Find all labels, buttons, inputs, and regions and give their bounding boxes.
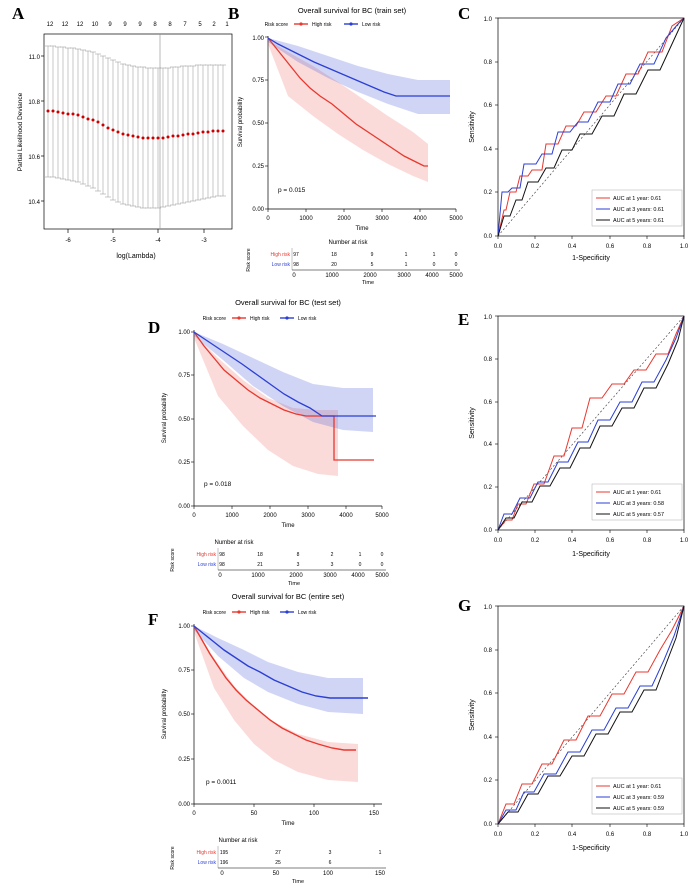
panel-b-legend-title: Risk score [264, 22, 288, 28]
svg-text:0.8: 0.8 [642, 244, 652, 250]
svg-text:12: 12 [61, 22, 69, 28]
panel-d-plot [148, 298, 398, 588]
svg-text:0.50: 0.50 [252, 121, 264, 127]
panel-a-top-axis [47, 22, 230, 28]
svg-text:10: 10 [91, 22, 99, 28]
svg-text:0.75: 0.75 [252, 78, 264, 84]
panel-d [148, 298, 398, 598]
svg-text:3000: 3000 [301, 513, 315, 519]
panel-g-legend [592, 778, 682, 814]
svg-text:50: 50 [250, 811, 258, 817]
svg-text:0.75: 0.75 [178, 668, 190, 674]
panel-e-plot [458, 298, 696, 584]
svg-text:1000: 1000 [299, 216, 313, 222]
panel-f-legend-title: Risk score [202, 610, 226, 616]
svg-text:3: 3 [328, 850, 332, 856]
svg-text:2: 2 [330, 552, 334, 558]
svg-text:0.4: 0.4 [567, 832, 577, 838]
svg-text:1: 1 [358, 552, 362, 558]
svg-text:6: 6 [328, 860, 332, 866]
svg-text:10.6: 10.6 [28, 155, 40, 161]
svg-text:4000: 4000 [351, 573, 365, 579]
panel-a-xticks [65, 238, 207, 244]
svg-text:0.2: 0.2 [530, 244, 540, 250]
svg-text:0.2: 0.2 [530, 832, 540, 838]
panel-b-risk-xticks [292, 273, 463, 279]
panel-d-legend-title: Risk score [202, 316, 226, 322]
panel-e-ylabel: Sensitivity [469, 407, 476, 439]
svg-text:0.8: 0.8 [483, 357, 492, 363]
svg-text:0.25: 0.25 [178, 757, 190, 763]
svg-text:1: 1 [404, 262, 408, 268]
svg-text:98: 98 [293, 262, 299, 268]
svg-text:18: 18 [331, 252, 337, 258]
panel-b-risk-values [293, 252, 457, 268]
panel-c-ylabel: Sensitivity [469, 111, 476, 143]
panel-b-risk-rowlabel: Risk score [246, 248, 252, 272]
panel-a-label: A [12, 4, 25, 23]
svg-text:50: 50 [272, 871, 280, 877]
svg-text:0: 0 [454, 262, 458, 268]
panel-f-xticks [192, 811, 379, 817]
svg-text:0.50: 0.50 [178, 712, 190, 718]
panel-f-risk-title: Number at risk [218, 838, 258, 844]
svg-text:3000: 3000 [323, 573, 337, 579]
panel-e-yticks [484, 315, 493, 534]
svg-text:5000: 5000 [375, 573, 389, 579]
svg-text:0.25: 0.25 [252, 164, 264, 170]
svg-text:9: 9 [370, 252, 374, 258]
panel-c-xlabel: 1-Specificity [572, 255, 610, 262]
panel-g-xlabel: 1-Specificity [572, 845, 610, 852]
panel-f-xlabel: Time [281, 821, 295, 827]
panel-d-risk-xticks [218, 573, 389, 579]
panel-e-legend-1year: AUC at 1 year: 0.61 [613, 490, 662, 496]
svg-text:2000: 2000 [337, 216, 351, 222]
svg-text:0.0: 0.0 [483, 234, 492, 240]
svg-text:0.00: 0.00 [252, 207, 264, 213]
svg-text:Low risk: Low risk [197, 860, 216, 866]
svg-text:0.8: 0.8 [483, 60, 492, 66]
panel-d-risk-xlabel: Time [287, 581, 301, 587]
svg-text:0.2: 0.2 [483, 778, 492, 784]
svg-text:-3: -3 [201, 238, 207, 244]
svg-text:0.25: 0.25 [178, 460, 190, 466]
panel-b-plot [228, 4, 471, 286]
svg-text:100: 100 [308, 811, 320, 817]
svg-text:0.4: 0.4 [483, 147, 492, 153]
svg-text:0: 0 [454, 252, 458, 258]
svg-text:0.6: 0.6 [605, 538, 615, 544]
panel-f-yticks [178, 624, 190, 808]
svg-text:0.00: 0.00 [178, 802, 190, 808]
panel-d-xticks [192, 513, 389, 519]
panel-g-xticks [494, 832, 689, 838]
svg-text:0.0: 0.0 [493, 538, 503, 544]
svg-text:12: 12 [76, 22, 84, 28]
svg-text:1: 1 [378, 850, 382, 856]
svg-text:9: 9 [123, 22, 127, 28]
svg-text:0: 0 [192, 513, 196, 519]
panel-c-plot [458, 4, 696, 290]
svg-text:1.00: 1.00 [252, 36, 264, 42]
svg-text:3: 3 [296, 562, 300, 568]
panel-d-xlabel: Time [281, 523, 295, 529]
panel-d-legend-low: Low risk [298, 316, 317, 322]
panel-f-risk-values [220, 850, 382, 866]
svg-text:-6: -6 [65, 238, 71, 244]
svg-text:0.2: 0.2 [483, 190, 492, 196]
svg-text:1: 1 [225, 22, 229, 28]
svg-text:1.00: 1.00 [178, 624, 190, 630]
svg-text:3000: 3000 [397, 273, 411, 279]
panel-b-pvalue: p = 0.015 [278, 187, 306, 194]
svg-text:5000: 5000 [449, 216, 463, 222]
panel-b-high-band [268, 40, 428, 182]
svg-text:0.2: 0.2 [530, 538, 540, 544]
svg-text:0.6: 0.6 [605, 832, 615, 838]
svg-text:1.0: 1.0 [483, 315, 492, 321]
panel-c-legend-3years: AUC at 3 years: 0.61 [613, 207, 665, 213]
panel-c-yticks [484, 17, 493, 240]
svg-text:0.2: 0.2 [483, 485, 492, 491]
panel-f-plot [148, 592, 398, 884]
svg-text:2: 2 [212, 22, 216, 28]
svg-text:0.4: 0.4 [567, 244, 577, 250]
svg-text:0: 0 [380, 562, 384, 568]
svg-text:98: 98 [219, 552, 225, 558]
svg-text:5000: 5000 [449, 273, 463, 279]
panel-d-risk-title: Number at risk [214, 540, 254, 546]
panel-d-ylabel: Survival probability [162, 392, 168, 444]
panel-g-legend-1year: AUC at 1 year: 0.61 [613, 784, 662, 790]
panel-b-risk-names [271, 252, 291, 268]
svg-text:98: 98 [219, 562, 225, 568]
svg-text:1.0: 1.0 [679, 832, 689, 838]
svg-text:1.00: 1.00 [178, 330, 190, 336]
svg-text:4000: 4000 [425, 273, 439, 279]
svg-text:0.75: 0.75 [178, 373, 190, 379]
svg-text:8: 8 [296, 552, 300, 558]
svg-text:21: 21 [257, 562, 263, 568]
panel-a-error-bars [45, 46, 226, 208]
svg-text:25: 25 [275, 860, 281, 866]
panel-a-yticks [28, 55, 40, 206]
panel-g [458, 592, 696, 882]
panel-e-legend [592, 484, 682, 520]
panel-b-title: Overall survival for BC (train set) [297, 6, 407, 15]
svg-text:0: 0 [192, 811, 196, 817]
panel-f-risk-xticks [220, 871, 385, 877]
svg-text:0.6: 0.6 [605, 244, 615, 250]
svg-text:0: 0 [218, 573, 222, 579]
panel-d-risk-names [197, 552, 217, 568]
panel-b-yticks [252, 36, 264, 213]
svg-text:5000: 5000 [375, 513, 389, 519]
panel-e-label: E [458, 310, 470, 329]
svg-text:0: 0 [358, 562, 362, 568]
svg-text:0.6: 0.6 [483, 400, 492, 406]
svg-text:4000: 4000 [339, 513, 353, 519]
svg-text:0: 0 [220, 871, 224, 877]
panel-e-legend-3years: AUC at 3 years: 0.58 [613, 501, 665, 507]
panel-c [458, 4, 696, 294]
panel-f-risk-xlabel: Time [291, 879, 305, 885]
panel-f-ylabel: Survival probability [162, 688, 168, 740]
svg-text:8: 8 [168, 22, 172, 28]
svg-text:0.6: 0.6 [483, 103, 492, 109]
svg-text:27: 27 [275, 850, 281, 856]
panel-b-legend-high: High risk [312, 22, 332, 28]
panel-b-legend [265, 22, 381, 28]
panel-c-legend [592, 190, 682, 226]
panel-d-legend-high: High risk [250, 316, 270, 322]
svg-text:0.50: 0.50 [178, 417, 190, 423]
panel-e-xticks [494, 538, 689, 544]
panel-a-xlabel: log(Lambda) [116, 253, 156, 260]
panel-f-risk-rowlabel: Risk score [170, 846, 176, 870]
svg-text:9: 9 [108, 22, 112, 28]
panel-b-risk-title: Number at risk [328, 240, 368, 246]
svg-text:9: 9 [138, 22, 142, 28]
svg-text:2000: 2000 [363, 273, 377, 279]
panel-d-risk-rowlabel: Risk score [170, 548, 176, 572]
svg-text:3000: 3000 [375, 216, 389, 222]
svg-text:12: 12 [46, 22, 54, 28]
panel-b-ylabel: Survival probability [238, 96, 244, 148]
svg-text:10.8: 10.8 [28, 100, 40, 106]
panel-g-yticks [484, 605, 493, 828]
panel-g-ylabel: Sensitivity [469, 699, 476, 731]
svg-text:11.0: 11.0 [28, 55, 40, 61]
panel-g-plot [458, 592, 696, 878]
svg-text:-5: -5 [110, 238, 116, 244]
svg-text:18: 18 [257, 552, 263, 558]
panel-e [458, 298, 696, 588]
panel-f-legend [203, 610, 317, 616]
svg-text:97: 97 [293, 252, 299, 258]
panel-d-legend [203, 316, 317, 322]
svg-text:0.8: 0.8 [642, 538, 652, 544]
panel-e-xlabel: 1-Specificity [572, 551, 610, 558]
svg-text:1.0: 1.0 [679, 538, 689, 544]
panel-d-title: Overall survival for BC (test set) [235, 298, 341, 307]
svg-text:0: 0 [266, 216, 270, 222]
panel-d-label: D [148, 318, 161, 337]
svg-text:1000: 1000 [225, 513, 239, 519]
panel-a-plot [8, 4, 238, 272]
svg-text:-4: -4 [155, 238, 161, 244]
panel-f-legend-low: Low risk [298, 610, 317, 616]
panel-g-legend-3years: AUC at 3 years: 0.59 [613, 795, 665, 801]
panel-b-legend-low: Low risk [362, 22, 381, 28]
svg-text:20: 20 [331, 262, 337, 268]
svg-text:10.4: 10.4 [28, 200, 40, 206]
svg-text:0.4: 0.4 [483, 735, 492, 741]
svg-text:High risk: High risk [196, 552, 216, 558]
svg-text:196: 196 [219, 860, 229, 866]
panel-b [228, 4, 471, 299]
svg-text:1: 1 [404, 252, 408, 258]
panel-d-yticks [178, 330, 190, 510]
svg-text:Low risk: Low risk [271, 262, 290, 268]
svg-text:0: 0 [432, 262, 436, 268]
svg-text:0: 0 [380, 552, 384, 558]
svg-text:High risk: High risk [270, 252, 290, 258]
svg-text:195: 195 [219, 850, 229, 856]
panel-f-legend-high: High risk [250, 610, 270, 616]
svg-text:0.0: 0.0 [483, 822, 492, 828]
svg-text:0.0: 0.0 [493, 832, 503, 838]
svg-text:Low risk: Low risk [197, 562, 216, 568]
panel-g-label: G [458, 596, 472, 615]
panel-c-legend-5years: AUC at 5 years: 0.61 [613, 218, 665, 224]
panel-f-title: Overall survival for BC (entire set) [231, 592, 345, 601]
svg-text:0.4: 0.4 [567, 538, 577, 544]
svg-text:100: 100 [322, 871, 334, 877]
svg-text:1000: 1000 [251, 573, 265, 579]
svg-text:7: 7 [183, 22, 187, 28]
svg-text:2000: 2000 [289, 573, 303, 579]
panel-b-xticks [266, 216, 463, 222]
svg-text:5: 5 [198, 22, 202, 28]
panel-a-ylabel: Partial Likelihood Deviance [17, 92, 24, 172]
panel-b-risk-xlabel: Time [361, 280, 375, 286]
svg-text:8: 8 [153, 22, 157, 28]
svg-text:0.0: 0.0 [483, 528, 492, 534]
svg-text:3: 3 [330, 562, 334, 568]
panel-c-xticks [494, 244, 689, 250]
svg-text:1.0: 1.0 [679, 244, 689, 250]
svg-text:0.6: 0.6 [483, 691, 492, 697]
panel-b-label: B [228, 4, 240, 23]
panel-f-label: F [148, 610, 159, 629]
panel-d-pvalue: p = 0.018 [204, 481, 232, 488]
svg-text:1: 1 [432, 252, 436, 258]
svg-text:1000: 1000 [325, 273, 339, 279]
panel-e-legend-5years: AUC at 5 years: 0.57 [613, 512, 665, 518]
svg-text:0: 0 [292, 273, 296, 279]
svg-text:150: 150 [374, 871, 386, 877]
svg-text:0.4: 0.4 [483, 442, 492, 448]
svg-text:0.00: 0.00 [178, 504, 190, 510]
svg-text:5: 5 [370, 262, 374, 268]
panel-c-legend-1year: AUC at 1 year: 0.61 [613, 196, 662, 202]
svg-text:150: 150 [368, 811, 380, 817]
svg-text:0.8: 0.8 [642, 832, 652, 838]
svg-text:1.0: 1.0 [483, 605, 492, 611]
panel-g-legend-5years: AUC at 5 years: 0.59 [613, 806, 665, 812]
svg-text:1.0: 1.0 [483, 17, 492, 23]
svg-text:0.0: 0.0 [493, 244, 503, 250]
panel-d-risk-values [219, 552, 383, 568]
panel-c-label: C [458, 4, 471, 23]
svg-text:0.8: 0.8 [483, 648, 492, 654]
svg-text:High risk: High risk [196, 850, 216, 856]
panel-f-pvalue: p = 0.0011 [206, 779, 237, 786]
svg-text:4000: 4000 [413, 216, 427, 222]
panel-f [148, 592, 398, 888]
panel-a [8, 4, 238, 274]
panel-b-xlabel: Time [355, 226, 369, 232]
svg-text:2000: 2000 [263, 513, 277, 519]
panel-f-risk-names [197, 850, 217, 866]
